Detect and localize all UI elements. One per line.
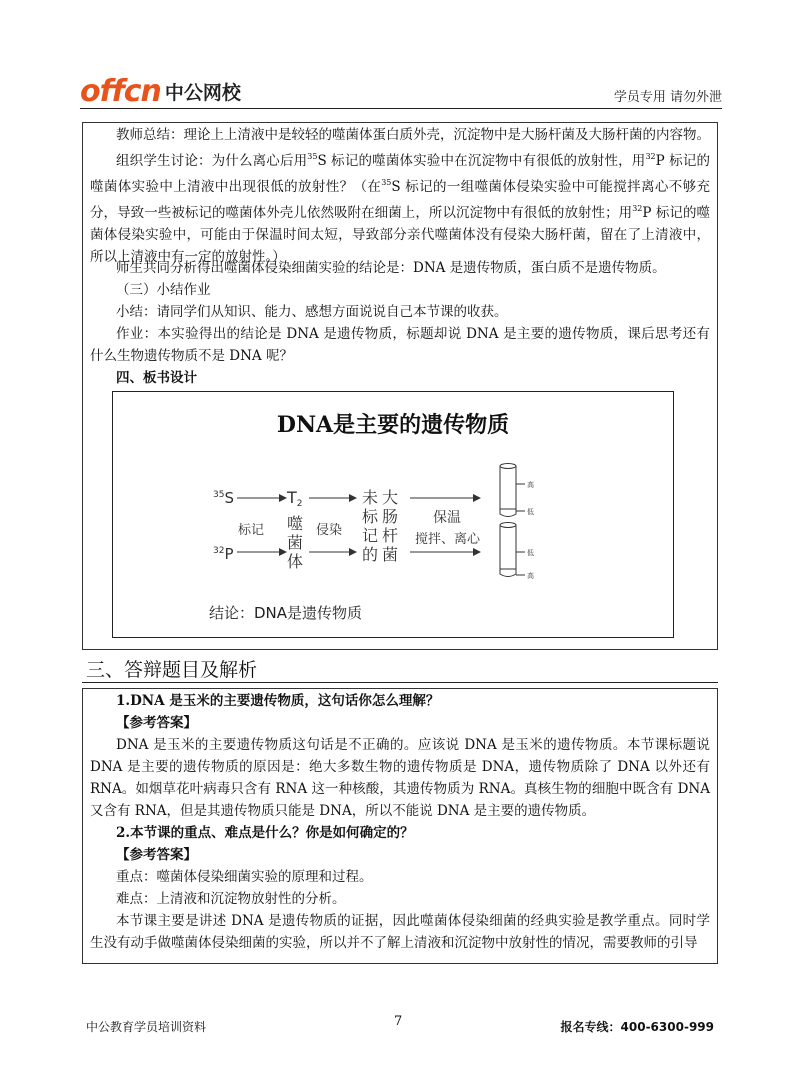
- answer-1: DNA 是玉米的主要遗传物质这句话是不正确的。应该说 DNA 是玉米的遗传物质。本节课标题说 DNA 是主要的遗传物质的原因是：绝大多数生物的遗传物质是 DNA，遗传物质除了 DNA 以外还有 RNA。如烟草花叶病毒只含有 RNA 这一种核酸，其遗传物质为 RNA。真核生物的细胞中既含有 DNA 又含有 RNA，但是其遗传物质只能是 DNA，所以不能说 DNA 是主要的遗传物质。: [90, 737, 710, 819]
- logo-mark: offcn: [80, 74, 161, 109]
- difficulty-point: 难点：上清液和沉淀物放射性的分析。: [116, 891, 346, 907]
- discussion-paragraph: 组织学生讨论：为什么离心后用$^{35}$S 标记的噬菌体实验中在沉淀物中有很低的放射性，用$^{32}$P 标记的噬菌体实验中上清液中出现很低的放射性？（在$^{35}$S 标记的一组噬菌体侵染实验中可能搅拌离心不够充分，导致一些被标记的噬菌体外壳儿依然吸附在细菌上，所以沉淀物中有很低的放射性；用$^{32}$P 标记的噬菌体侵染实验中，可能由于保温时间太短，导致部分亲代噬菌体没有侵染大肠杆菌，留在了上清液中，所以上清液中有一定的放射性。）: [90, 152, 711, 265]
- header-divider: [80, 108, 722, 109]
- arrow-bact-bottom-head: [473, 548, 481, 556]
- diagram-conclusion: 结论：DNA是遗传物质: [209, 604, 363, 622]
- tube2-bottom-label: 高: [527, 572, 534, 580]
- conclusion-paragraph: 师生共同分析得出噬菌体侵染细菌实验的结论是：DNA 是遗传物质，蛋白质不是遗传物质。: [116, 260, 666, 276]
- diagram-title: DNA是主要的遗传物质: [276, 412, 510, 438]
- logo-name: 中公网校: [164, 82, 241, 104]
- arrow-bact-top-head: [473, 494, 481, 502]
- tube2-rim: [500, 523, 516, 528]
- arrow-p-head: [279, 548, 287, 556]
- footer-source: 中公教育学员培训资料: [86, 1020, 207, 1034]
- footer-hotline: 报名专线：400-6300-999: [560, 1020, 714, 1034]
- arrow-t2-top-head: [349, 494, 357, 502]
- page-header: [80, 72, 722, 112]
- summary-paragraph: 小结：请同学们从知识、能力、感想方面说说自己本节课的收获。: [116, 304, 508, 320]
- question-1: 1.DNA 是玉米的主要遗传物质，这句话你怎么理解？: [116, 693, 440, 709]
- arrow-t2-bottom-head: [349, 548, 357, 556]
- p32-label: $^{32}$P: [213, 545, 234, 563]
- s35-label: $^{35}$S: [213, 489, 234, 507]
- question-2: 2.本节课的重点、难点是什么？你是如何确定的？: [116, 825, 414, 841]
- tube1-top-label: 高: [527, 481, 534, 489]
- infect-text: 侵染: [316, 523, 343, 538]
- tube1-rim: [500, 464, 516, 469]
- teacher-summary: 教师总结：理论上上清液中是较轻的噬菌体蛋白质外壳，沉淀物中是大肠杆菌及大肠杆菌的内容物。: [116, 127, 710, 143]
- keep-warm-text: 保温: [433, 510, 461, 526]
- answer-label-2: 【参考答案】: [116, 847, 197, 863]
- section-3-divider: [82, 682, 718, 683]
- section-3-heading: 三、答辩题目及解析: [86, 659, 258, 681]
- offcn-logo: [80, 72, 241, 108]
- answer-2: 本节课主要是讲述 DNA 是遗传物质的证据，因此噬菌体侵染细菌的经典实验是教学重点。同时学生没有动手做噬菌体侵染细菌的实验，所以并不了解上清液和沉淀物中放射性的情况，需要教师的引导: [90, 913, 710, 951]
- homework-paragraph: 作业：本实验得出的结论是 DNA 是遗传物质，标题却说 DNA 是主要的遗传物质，课后思考还有什么生物遗传物质不是 DNA 呢？: [90, 326, 710, 364]
- answer-label-1: 【参考答案】: [116, 715, 197, 731]
- tube2-top-label: 低: [527, 549, 534, 557]
- section-4-heading: 四、板书设计: [116, 370, 197, 386]
- subsection-heading: （三）小结作业: [116, 282, 211, 298]
- bacteria-col2: 大 肠 杆 菌: [382, 488, 399, 564]
- board-design-diagram: [112, 391, 674, 638]
- t2-phage-text: T2 噬 菌 体: [287, 488, 304, 571]
- label-mark-text: 标记: [238, 523, 265, 538]
- confidential-notice: 学员专用 请勿外泄: [613, 90, 722, 105]
- arrow-s-head: [279, 494, 287, 502]
- page-number: 7: [394, 1014, 403, 1029]
- stir-centrifuge-text: 搅拌、离心: [415, 532, 481, 547]
- tube1-bottom-label: 低: [527, 508, 534, 516]
- diagram-graphics: [113, 392, 675, 639]
- key-point: 重点：噬菌体侵染细菌实验的原理和过程。: [116, 869, 373, 885]
- bacteria-col1: 未 标 记 的: [362, 488, 379, 564]
